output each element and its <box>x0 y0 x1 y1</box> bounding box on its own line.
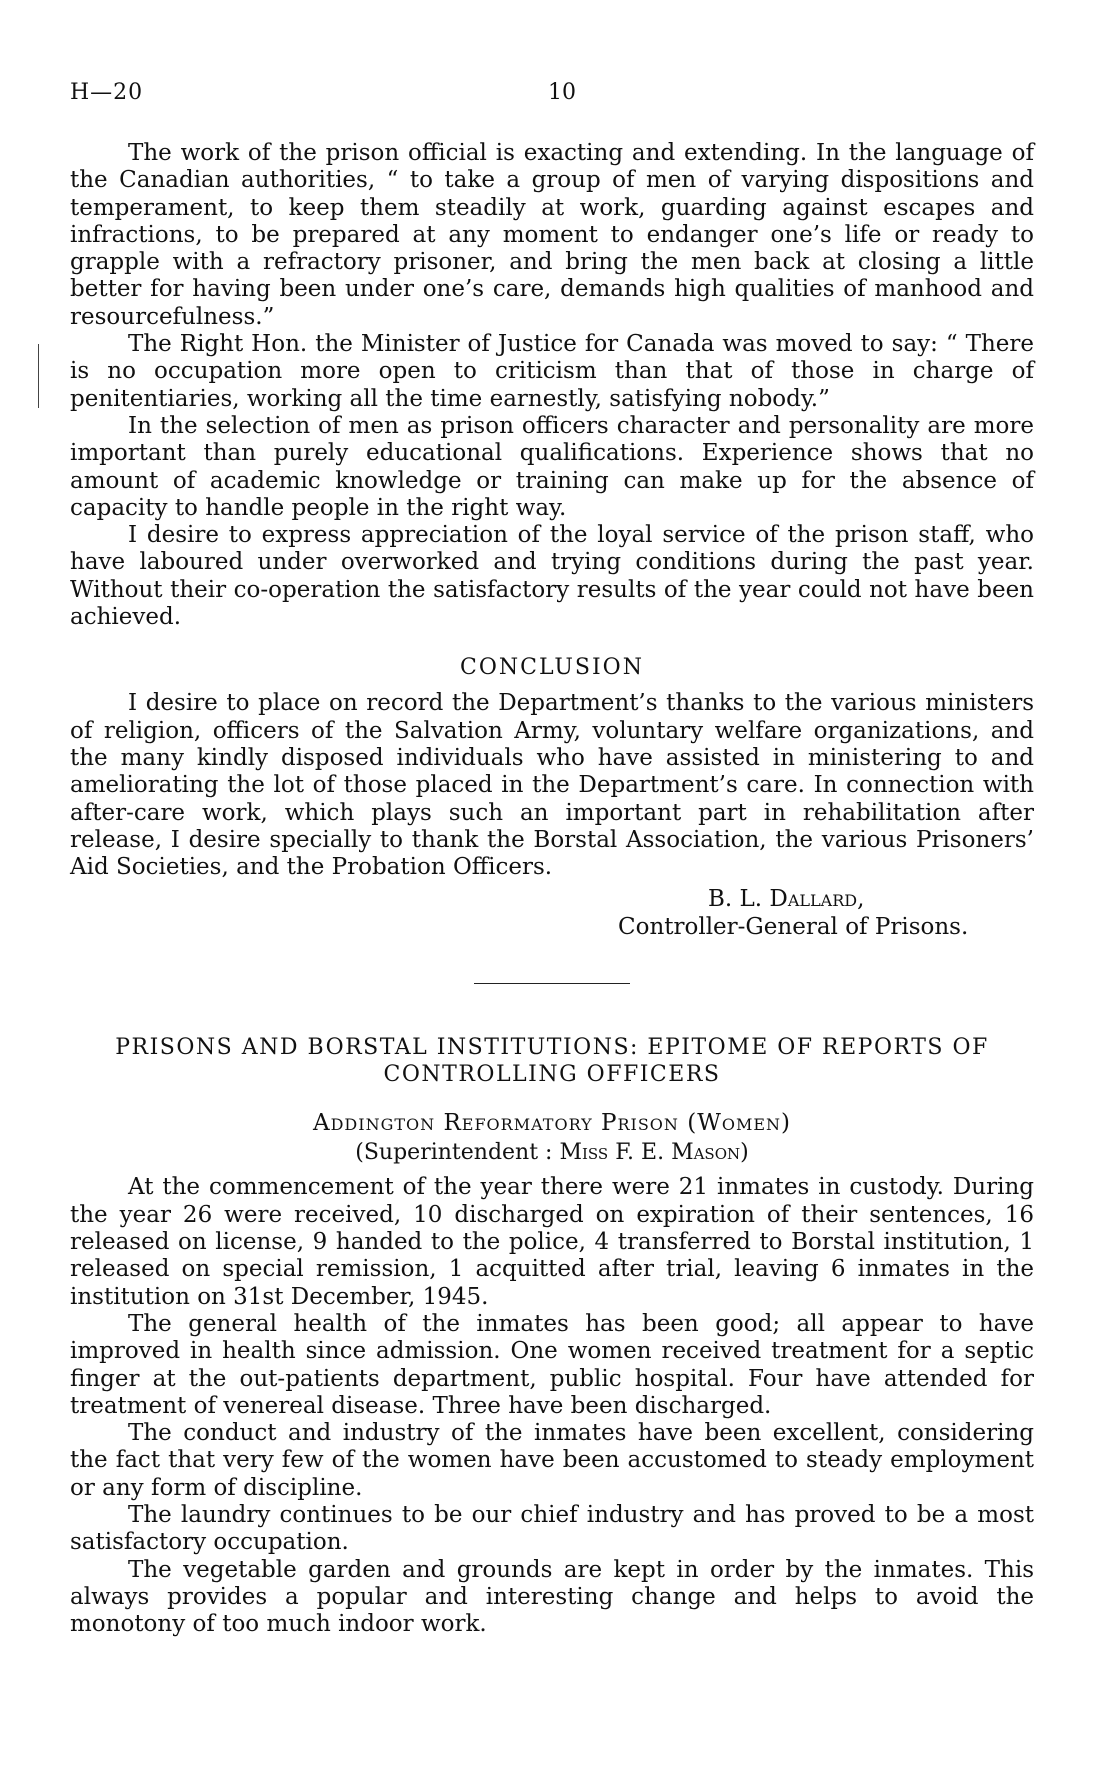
signature-name: B. L. Dallard, <box>708 886 865 913</box>
epitome-title-line-2: CONTROLLING OFFICERS <box>383 1062 721 1088</box>
epitome-title <box>70 1034 1034 1088</box>
paragraph-prison-official-work: The work of the prison official is exacting and extending. In the language of the Canadian authorities, “ to take a group of men of varying dispositions and temperament, to keep them steadily at work, guarding against escapes and infractions, to be prepared at any moment to endanger one’s life or ready to grapple with a refractory prisoner, and bring the men back at closing a little better for having been under one’s care, demands high qualities of manhood and resourcefulness.” <box>70 140 1034 330</box>
paragraph-laundry: The laundry continues to be our chief industry and has proved to be a most satisfactory occupation. <box>70 1501 1034 1556</box>
epitome-title-line-1: PRISONS AND BORSTAL INSTITUTIONS: EPITOME OF REPORTS OF <box>115 1035 989 1061</box>
margin-mark <box>38 344 39 408</box>
institution-heading: Addington Reformatory Prison (Women) <box>312 1110 791 1137</box>
paragraph-inmate-conduct: The conduct and industry of the inmates have been excellent, considering the fact that very few of the women have been accustomed to steady employment or any form of discipline. <box>70 1420 1034 1501</box>
paragraph-officer-selection: In the selection of men as prison officers character and personality are more important than purely educational qualifications. Experience shows that no amount of academic knowledge or training can make up for the absence of capacity to handle people in the right way. <box>70 412 1034 521</box>
section-divider <box>474 983 630 984</box>
paragraph-conclusion: I desire to place on record the Department’s thanks to the various ministers of religion, officers of the Salvation Army, voluntary welfare organizations, and the many kindly disposed individuals who have assisted in ministering to and ameliorating the lot of those placed in the Department’s care. In connection with after-care work, which plays such an important part in rehabilitation after release, I desire specially to thank the Borstal Association, the various Prisoners’ Aid Societies, and the Probation Officers. <box>70 690 1034 881</box>
conclusion-heading: CONCLUSION <box>460 655 644 681</box>
signature-block <box>70 885 1034 941</box>
paragraph-minister-quote: The Right Hon. the Minister of Justice for Canada was moved to say: “ There is no occupation more open to criticism than that of those in charge of penitentiaries, working all the time earnestly, satisfying nobody.” <box>70 331 1034 412</box>
paragraph-staff-appreciation: I desire to express appreciation of the loyal service of the prison staff, who have laboured under overworked and trying conditions during the past year. Without their co-operation the satisfactory results of the year could not have been achieved. <box>70 522 1034 631</box>
paragraph-inmate-statistics: At the commencement of the year there were 21 inmates in custody. During the year 26 were received, 10 discharged on expiration of their sentences, 16 released on license, 9 handed to the police, 4 transferred to Borstal institution, 1 released on special remission, 1 acquitted after trial, leaving 6 inmates in the institution on 31st December, 1945. <box>70 1174 1034 1310</box>
document-reference: H—20 <box>70 80 144 105</box>
superintendent-label: (Superintendent : <box>355 1140 553 1166</box>
superintendent-line <box>70 1138 1034 1168</box>
paragraph-vegetable-garden: The vegetable garden and grounds are kept in order by the inmates. This always provides a popular and interesting change and helps to avoid the monotony of too much indoor work. <box>70 1556 1034 1638</box>
paragraph-inmate-health: The general health of the inmates has been good; all appear to have improved in health since admission. One women received treatment for a septic finger at the out-patients department, public hospital. Four have attended for treatment of venereal disease. Three have been discharged. <box>70 1310 1034 1419</box>
page-number: 10 <box>548 80 576 105</box>
superintendent-name: Miss F. E. Mason) <box>559 1140 749 1166</box>
signature-title: Controller-General of Prisons. <box>618 914 969 941</box>
body-column <box>70 140 1034 1638</box>
